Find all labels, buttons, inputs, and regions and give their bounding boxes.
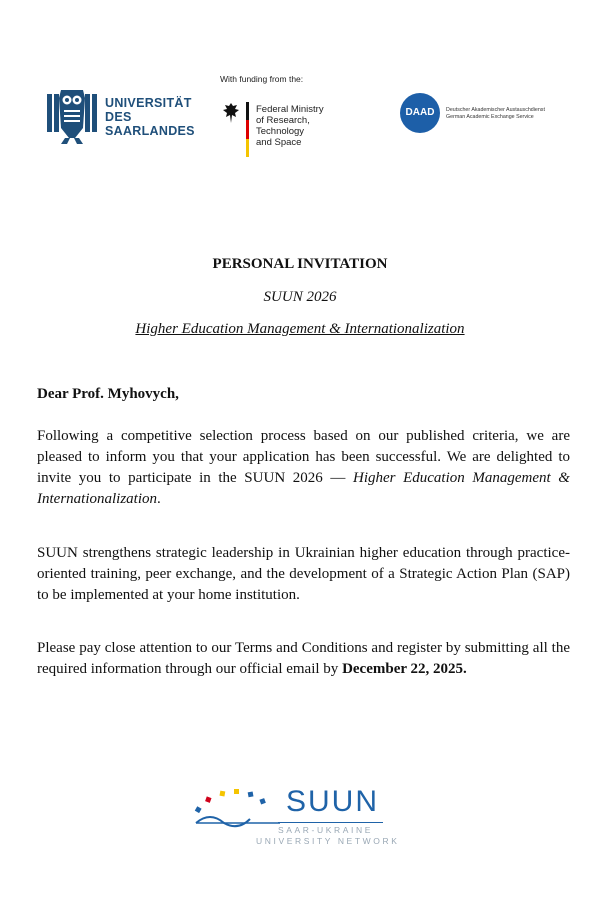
daad-name-de: Deutscher Akademischer Austauschdienst: [446, 107, 545, 113]
suun-logo: [190, 785, 410, 847]
bmftr-name-line1: Federal Ministry: [256, 104, 324, 115]
suun-wordmark: SUUN: [286, 785, 380, 818]
flag-stripe: [246, 102, 249, 157]
suun-subtitle-line1: SAAR-UKRAINE: [278, 825, 373, 835]
paragraph-1-program: Higher Education Management & Internationalization: [37, 470, 570, 507]
letter-heading: PERSONAL INVITATION: [212, 256, 388, 272]
paragraph-1-end: .: [157, 491, 161, 507]
program-title: Higher Education Management & Internationalization: [135, 321, 465, 337]
funding-label: With funding from the:: [220, 74, 304, 84]
deadline-date: December 22, 2025.: [342, 661, 467, 677]
uds-name-line1: UNIVERSITÄT: [105, 96, 192, 110]
uds-name-line3: SAARLANDES: [105, 124, 195, 138]
daad-badge-text: DAAD: [405, 107, 435, 118]
paragraph-2: SUUN strengthens strategic leadership in Ukrainian higher education through practice-oriented training, peer exchange, and the development of a Strategic Action Plan (SAP) to be implemented at your home institution.: [37, 545, 570, 603]
suun-underline: [278, 822, 383, 823]
suun-subtitle-line2: UNIVERSITY NETWORK: [256, 836, 400, 846]
bmftr-name-line3: and Space: [256, 137, 302, 148]
paragraph-1-text: Following a competitive selection process based on our published criteria, we are pleased to inform you that your application has been successful. We are delighted to invite you to participate in the SUUN 2026 —: [37, 428, 570, 486]
uds-logo: [45, 88, 195, 146]
paragraph-3: [37, 638, 570, 680]
salutation: Dear Prof. Myhovych,: [37, 386, 179, 402]
paragraph-1: [37, 426, 570, 510]
program-title-row: [0, 320, 600, 338]
suun-sunrise-icon: [190, 785, 280, 835]
uds-name-line2: DES: [105, 110, 132, 124]
daad-badge: [400, 93, 440, 133]
bmftr-logo: [220, 100, 360, 158]
bmftr-name-line2: of Research, Technology: [256, 115, 310, 137]
daad-name-en: German Academic Exchange Service: [446, 114, 534, 120]
paragraph-3-text: Please pay close attention to our Terms and Conditions and register by submitting all the required information through our official email by: [37, 640, 570, 677]
daad-logo: [400, 93, 570, 135]
federal-eagle-icon: [222, 102, 240, 124]
uds-owl-emblem-icon: [45, 88, 99, 146]
letter-subtitle: SUUN 2026: [263, 289, 337, 305]
